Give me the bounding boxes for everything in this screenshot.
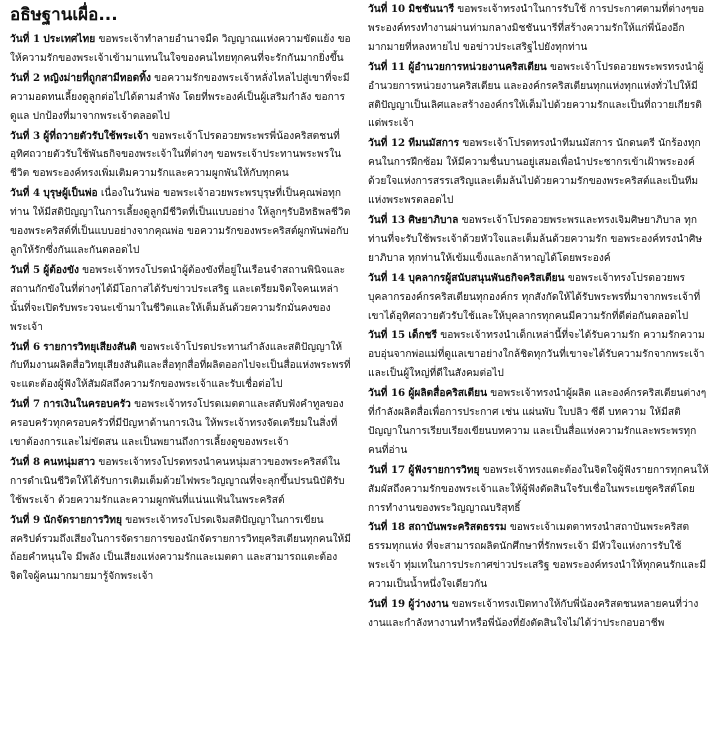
entry-title: มิชชันนารี (408, 3, 455, 15)
prayer-entry (368, 58, 710, 135)
entry-text: ขอพระเจ้าโปรดอวยพระพรพี่น้องคริสตชนที่อุทิศถวายตัวรับใช้พันธกิจของพระเจ้าในที่ต่างๆ ขอพระเจ้าประทานพระพรในชีวิต ขอพระองค์ทรงเพิ่มเติมความรักและความผูกพันให้กับทุกคน (10, 130, 342, 180)
prayer-entry (10, 453, 352, 511)
entry-title: ผู้ผลิตสื่อคริสเตียน (408, 387, 488, 400)
entry-day: วันที่ 1 (10, 33, 41, 45)
entry-title: รายการวิทยุเสียงสันติ (43, 340, 137, 353)
entry-day: วันที่ 14 (368, 271, 406, 284)
entry-text: ขอพระเจ้าโปรดประทานกำลังและสติปัญญาให้กับทีมงานผลิตสื่อวิทยุเสียงสันติและสื่อทุกสื่อที่ผลิตออกไปจะเป็นสื่อแห่งพระพรที่จะแตะต้องผู้ฟังให้สัมผัสถึงความรักของพระเจ้าและรับเชื่อต่อไป (10, 341, 351, 391)
entry-day: วันที่ 7 (10, 398, 41, 411)
prayer-entry (368, 595, 710, 634)
prayer-entry (368, 211, 710, 269)
entry-title: สถาบันพระคริสตธรรม (408, 521, 507, 534)
right-column (368, 0, 710, 634)
entry-title: หญิงม่ายที่ถูกสามีทอดทิ้ง (43, 71, 151, 84)
prayer-entry (10, 338, 352, 396)
entry-title: ผู้ที่ถวายตัวรับใช้พระเจ้า (43, 129, 149, 142)
entry-day: วันที่ 5 (10, 263, 41, 276)
entry-text: ขอพระเจ้าโปรดทรงนำทีมนมัสการ นักดนตรี นักร้องทุกคนในการฝึกซ้อม ให้มีความชื่นบานอยู่เสมอเพื่อนำประชากรเข้าเฝ้าพระองค์ด้วยใจแห่งการสรรเสริญและเต็มล้นไปด้วยความรักของพระคริสต์และเป็นทีมแห่งพระพรตลอดไป (368, 138, 701, 207)
entry-text: เนื่องในวันพ่อ ขอพระเจ้าอวยพระพรบุรุษที่เป็นคุณพ่อทุกท่าน ให้มีสติปัญญาในการเลี้ยงดูลูกมีชีวิตที่เป็นแบบอย่าง ให้ลูกๆรับอิทธิพลชีวิตของพระคริสต์ที่เป็นแบบอย่างจากคุณพ่อ ขอความรักของพระคริสต์ผูกพันพ่อกับลูกให้รักซึ่งกันและกันตลอดไป (10, 188, 351, 256)
entry-day: วันที่ 18 (368, 521, 406, 534)
entry-text: ขอพระเจ้าโปรดอวยพระพรทรงนำผู้อำนวยการหน่วยงานคริสเตียน และองค์กรคริสเตียนทุกแห่งทุกแห่งทั่วไปให้มีสติปัญญาเป็นเลิศและสร้างองค์กรให้เต็มไปด้วยความรักและเป็นที่ถวายเกียรติแด่พระเจ้า (368, 61, 704, 130)
prayer-entry (368, 326, 710, 384)
entry-title: ผู้ฟังรายการวิทยุ (408, 463, 480, 476)
entry-text: ขอพระเจ้าทรงโปรดทรงนำคนหนุ่มสาวของพระคริสต์ในการดำเนินชีวิตให้ได้รับการเติมเต็มด้วยไฟพระวิญญาณที่จะลุกขึ้นปรนนิบัติรับใช้พระเจ้า ด้วยความรักและความผูกพันที่แน่นแฟ้นในพระคริสต์ (10, 456, 345, 506)
entry-title: บุคลากรผู้สนับสนุนพันธกิจคริสเตียน (408, 271, 565, 284)
entry-text: ขอพระเจ้าเมตตาทรงนำสถาบันพระคริสตธรรมทุกแห่ง ที่จะสามารถผลิตนักศึกษาที่รักพระเจ้า มีหัวใจแห่งการรับใช้พระเจ้า ทุ่มเทในการประกาศข่าวประเสริฐ ขอพระองค์ทรงนำให้ทุกคนรักและมีความเป็นน้ำหนึ่งใจเดียวกัน (368, 522, 707, 591)
entry-text: ขอความรักของพระเจ้าหลั่งไหลไปสู่เขาที่จะมีความอดทนเลี้ยงดูลูกต่อไปได้ตามลำพัง โดยที่พระองค์เป็นผู้เสริมกำลัง ขอการดูแล ปกป้องที่มาจากพระเจ้าตลอดไป (10, 72, 350, 122)
entry-day: วันที่ 12 (368, 137, 406, 150)
entry-day: วันที่ 4 (10, 187, 41, 200)
page-heading: อธิษฐานเผื่อ... (10, 5, 118, 25)
prayer-entry (10, 127, 352, 185)
entry-day: วันที่ 8 (10, 455, 41, 468)
entry-text: ขอพระเจ้าทรงนำผู้ผลิต และองค์กรคริสเตียนต่างๆที่กำลังผลิตสื่อเพื่อการประกาศ เช่น แผ่นพับ ใบปลิว ซีดี บทความ ให้มีสติปัญญาในการเรียบเรียงเขียนบทความ และเป็นสื่อแห่งความรักและพระพรทุกคนที่อ่าน (368, 388, 707, 456)
entry-title: ผู้ต้องขัง (43, 263, 79, 276)
entry-text: ขอพระเจ้าโปรดอวยพระพรและทรงเจิมศิษยาภิบาล ทุกท่านที่จะรับใช้พระเจ้าด้วยหัวใจและเต็มล้นด้วยความรัก ขอพระองค์ทรงนำศิษยาภิบาล ทุกท่านให้เข้มแข็งและกล้าหาญได้โดยพระองค์ (368, 214, 703, 264)
prayer-entry (368, 269, 710, 327)
entry-title: ทีมนมัสการ (408, 137, 460, 150)
entry-day: วันที่ 3 (10, 129, 41, 142)
entry-day: วันที่ 2 (10, 71, 41, 84)
entry-day: วันที่ 10 (368, 3, 406, 15)
entry-day: วันที่ 6 (10, 340, 41, 353)
entry-day: วันที่ 13 (368, 213, 406, 226)
entry-title: เด็กชรี (408, 329, 438, 342)
entry-text: ขอพระเจ้าทรงโปรดอวยพรบุคลากรองค์กรคริสเตียนทุกองค์กร ทุกสังกัดให้ได้รับพระพรที่มาจากพระเจ้าที่เขาได้อุทิศถวายตัวรับใช้และให้บุคลากรทุกคนมีความรักที่ดีต่อกันตลอดไป (368, 272, 701, 322)
prayer-entry (368, 134, 710, 211)
entry-day: วันที่ 16 (368, 387, 406, 400)
entry-title: ผู้ว่างงาน (408, 598, 449, 611)
entry-day: วันที่ 11 (368, 60, 406, 73)
entry-text: ขอพระเจ้าทรงโปรดเจิมสติปัญญาในการเขียนสคริปต์รวมถึงเสียงในการจัดรายการของนักจัดรายการวิทยุคริสเตียนทุกคนให้มีถ้อยคำหนุนใจ มีพลัง เป็นเสียงแห่งความรักและเมตตา และสามารถแตะต้องจิตใจผู้คนมากมายมารู้จักพระเจ้า (10, 514, 351, 583)
prayer-entry (10, 184, 352, 261)
left-entry-list (10, 30, 352, 587)
prayer-entry (368, 384, 710, 461)
entry-text: ขอพระเจ้าทรงเปิดทางให้กับพี่น้องคริสตชนหลายคนที่ว่างงานและกำลังหางานทำหรือพี่น้องที่ยังตัดสินใจไม่ได้ว่าประกอบอาชีพ (368, 599, 699, 629)
entry-day: วันที่ 15 (368, 329, 406, 342)
prayer-entry (368, 0, 710, 58)
entry-title: ผู้อำนวยการหน่วยงานคริสเตียน (408, 60, 547, 73)
entry-title: คนหนุ่มสาว (43, 455, 96, 468)
entry-text: ขอพระเจ้าทรงนำในการรับใช้ การประกาศตามที่ต่างๆขอพระองค์ทรงทำงานผ่านท่ามกลางมิชชันนารีที่สร้างความรักให้แก่พี่น้องอีกมากมายที่หลงหายไป ขอข่าวประเสริฐไปยังทุกท่าน (368, 4, 705, 53)
entry-title: บุรุษผู้เป็นพ่อ (43, 187, 98, 200)
entry-text: ขอพระเจ้าทำลายอำนาจมืด วิญญาณแห่งความขัดแย้ง ขอให้ความรักของพระเจ้าเข้ามาแทนในใจของคนไทยทุกคนที่จะรักกันมากยิ่งขึ้น (10, 34, 351, 64)
entry-day: วันที่ 19 (368, 598, 406, 611)
entry-text: ขอพระเจ้าทรงโปรดเมตตาและสดับฟังคำทูลของครอบครัวทุกครอบครัวที่มีปัญหาด้านการเงิน ให้พระเจ้าทรงจัดเตรียมในสิ่งที่เขาต้องการและไม่ขัดสน และเป็นพยานถึงการเลี้ยงดูของพระเจ้า (10, 399, 344, 449)
left-column (10, 0, 352, 587)
prayer-entry (368, 461, 710, 519)
entry-title: ศิษยาภิบาล (408, 213, 459, 226)
prayer-entry (10, 511, 352, 588)
prayer-entry (10, 395, 352, 453)
entry-title: การเงินในครอบครัว (43, 398, 131, 411)
prayer-entry (10, 30, 352, 69)
entry-title: ประเทศไทย (43, 33, 96, 45)
entry-text: ขอพระเจ้าทรงโปรดนำผู้ต้องขังที่อยู่ในเรือนจำสถานพินิจและสถานกักขังในที่ต่างๆได้มีโอกาสได้รับข่าวประเสริฐ และเตรียมจิตใจคนเหล่านั้นที่จะเปิดรับพระวจนะเข้ามาในชีวิตและให้เต็มล้นด้วยความรักมั่นคงของพระเจ้า (10, 264, 346, 333)
entry-day: วันที่ 9 (10, 513, 41, 526)
prayer-entry (10, 69, 352, 127)
entry-text: ขอพระเจ้าทรงนำเด็กเหล่านี้ที่จะได้รับความรัก ความรักความอบอุ่นจากพ่อแม่ที่ดูแลเขาอย่างใกล้ชิดทุกวันที่เขาจะได้รับความรักจากพระเจ้าและเป็นผู้ใหญ่ที่ดีในสังคมต่อไป (368, 330, 705, 380)
prayer-entry (368, 518, 710, 595)
right-entry-list (368, 0, 710, 634)
entry-title: นักจัดรายการวิทยุ (43, 513, 122, 526)
entry-day: วันที่ 17 (368, 463, 406, 476)
prayer-entry (10, 261, 352, 338)
entry-text: ขอพระเจ้าทรงแตะต้องในจิตใจผู้ฟังรายการทุกคนให้สัมผัสถึงความรักของพระเจ้าและให้ผู้ฟังตัดสินใจรับเชื่อในพระเยซูคริสต์โดยการทำงานของพระวิญญาณบริสุทธิ์ (368, 464, 709, 514)
